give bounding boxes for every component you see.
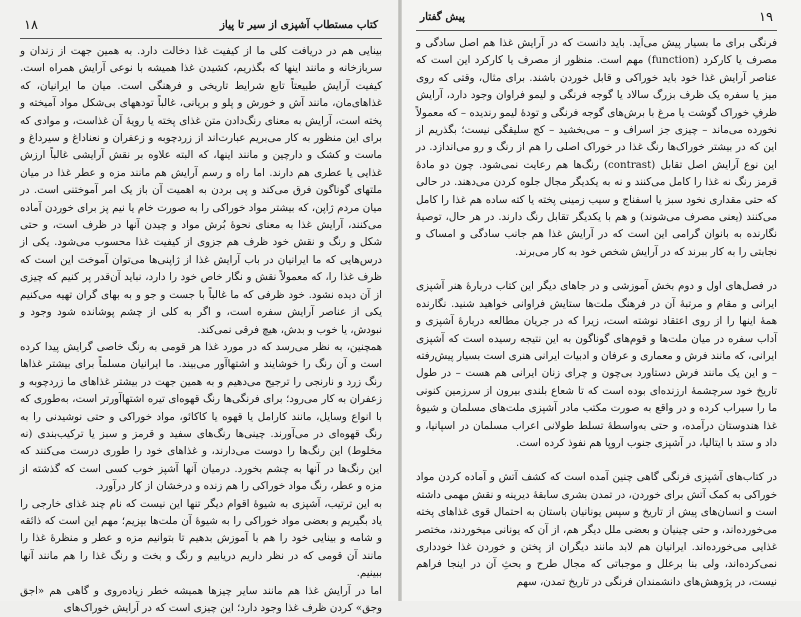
left-page <box>0 0 398 614</box>
left-page-body <box>20 43 382 617</box>
right-paragraph-1: فرنگی برای ما بسیار پیش می‌آید. باید دانست که در آرایش غذا هم اصل سادگی و مصرف یا کارکرد (function) مهم است. منظور از مصرف یا کارکرد این است که عناصر آرایش غذا خود باید خوراکی و قابل خوردن باشند. برای مثال، وقتی که روی میز یا سفره یک ظرف بزرگ سالاد یا گوجه فرنگی و لیمو فراوان وجود دارد، آرایش ظرفِ خوراک گوشت یا مرغ با برش‌های گوجه فرنگی و تودهٔ لیمو رندیده – که معمولاً نخورده می‌ماند – چیزی جز اسراف و – می‌بخشید – کج سلیقگی نیست؛ بگذریم از این که در بیشتر خوراک‌ها رنگ غذا در خوراک اصلی را هم از رنگ و رو می‌اندازد. در این نوع آرایش اصل تقابل (contrast) رنگ‌ها هم رعایت نمی‌شود. چون دو مادهٔ قرمز رنگ نه غذا را کامل می‌کنند و نه به یکدیگر مجال جلوه کردن می‌دهند. در حالی که حتی مقداری نخود سبز یا اسفناج و سیب زمینی پخته یا کته ساده هم غذا را کامل می‌کنند (یعنی مصرف می‌شوند) و هم با یکدیگر تقابل رنگ دارند. در هر حال، توصیهٔ نگارنده به بانوان گرامی این است که در آرایش غذا هم جانب سادگی و امساک و نجابتی را به کار ببرند که در آرایش شخص خود به کار می‌برند. <box>416 37 777 258</box>
left-paragraph-2: همچنین، به نظر می‌رسد که در مورد غذا هر قومی به رنگ خاصی گرایش پیدا کرده است و آن رنگ را خوشایند و اشتهاآور می‌بیند. ما ایرانیان مسلماً برای بیشتر غذاها رنگ زرد و نارنجی را ترجیح می‌دهیم و به همین جهت در بیشتر غذاهای ما زردچوبه و زعفران به کار می‌رود؛ برای فرنگی‌ها رنگ قهوه‌ای تیره اشتهاآورتر است، به‌طوری که با انواع وسایل، مانند کارامل یا قهوه یا کاکائو، مواد خوراکی و حتی نوشیدنی را به رنگ قهوه‌ای در می‌آورند. چینی‌ها رنگ‌های سفید و قرمز و سبز یا ترکیب‌بندی (نه مخلوط) این رنگ‌ها را دوست می‌دارند، و غذاهای خود را طوری درست می‌کنند که این رنگ‌ها در آنها به چشم بخورد. درمیان آنها آشپز خوب کسی است که گذشته از مزه و عطر، رنگ مواد خوراکی را هم زنده و درخشان از کار درآورد. <box>20 340 382 493</box>
right-paragraph-2: در فصل‌های اول و دوم بخش آموزشی و در جاهای دیگر این کتاب دربارهٔ هنر آشپزی ایرانی و مقام و مرتبهٔ آن در فرهنگ ملت‌ها ستایش فراوانی خواهید شنید. نگارنده همهٔ اینها را از روی اعتقاد نوشته است، زیرا که در جریان مطالعه دربارهٔ آشپزی و آداب سفره در میان ملت‌ها و قوم‌های گوناگون به این نتیجه رسیده است که آشپزی ایرانی، که مانند فرش و معماری و عرفان و ادبیات ایرانی هنری است بسیار پیش‌رفته – و این یک مانند فرش دستاورد بی‌چون و چرای زنان ایرانی هم هست – در طول تاریخ خود سرچشمهٔ ارزنده‌ای بوده است که تا شعاع بلندی بیرون از سرزمین کنونی ما را سیراب کرده و در واقع به صورت مکتب مادر آشپزی ملت‌های مسلمان و شیوهٔ غذا هندوستان درآمده، و حتی به‌واسطهٔ تسلط طولانی اعراب مسلمان در اسپانیا، و داد و ستد با ایتالیا، در آشپزی جنوب اروپا هم نفوذ کرده است. <box>416 280 777 449</box>
right-running-head-title: پیش گفتار <box>420 11 465 23</box>
right-running-header <box>416 8 777 31</box>
left-paragraph-4: اما در آرایش غذا هم مانند سایر چیزها همیشه خطر زیاده‌روی و گاهی هم «اجق وجق» کردن ظرف غذا وجود دارد؛ این چیزی است که در آرایش خوراک‌های <box>20 584 382 614</box>
right-paragraph-3: در کتاب‌های آشپزی فرنگی گاهی چنین آمده است که کشف آتش و آماده کردن مواد خوراکی به کمک آتش برای خوردن، در تمدن بشری سابقهٔ دیرینه و نقش مهمی داشته است و انسان‌های پیش از تاریخ و سپس یونانیان باستان به احتمال قوی غذا‌های پخته می‌خورده‌اند، و حتی چینیان و بعضی ملل دیگر هم، از آن که یونانی میخوردند، مختصر غذایی می‌خورده‌اند. ایرانیان هم لابد مانند دیگران از پختن و خوردن غذا خودداری نمی‌کرده‌اند، ولی بنا برعلل و موجباتی که مجال طرح و بحثِ آن در اینجا فراهم نیست، در پژوهش‌های دانشمندان فرنگی در تاریخ تمدن، سهم <box>416 471 777 588</box>
left-running-header <box>20 16 382 39</box>
left-page-number: ۱۸ <box>24 18 38 33</box>
right-page-body <box>416 35 777 591</box>
right-page-number: ۱۹ <box>759 10 773 25</box>
left-paragraph-1: بینایی هم در دریافت کلی ما از کیفیت غذا دخالت دارد. به همین جهت از زندان و سربازخانه و مانند اینها که بگذریم، کشیدن غذا همیشه با نوعی آرایش همراه است. کیفیت آرایش طبیعتاً تابع شرایط تاریخی و فرهنگی است. میان ما ایرانیان، که غذاهای‌مان، مانند آش و خورش و پلو و بریانی، غالباً تودههای بی‌شکل مواد آمیخته و پخته است، آرایش به معنای رنگ‌دادن متن غذای پخته یا رویهٔ آن غذاست، و موادی که برای این منظور به کار می‌بریم عبارت‌اند از زردچوبه و زعفران و نعناداغ و سیرداغ و ماست و کشک و دارچین و مانند اینها، که البته علاوه بر نقش آرایشی غالباً ارزش غذایی یا عطری هم دارند. اما راه و رسم آرایش هم مانند مزه و عطر غذا در میان ملتهای گوناگون فرق می‌کند و پی بردن به اهمیت آن باز یک امر آموختنی است. در میان مردم ژاپن، که بیشتر مواد خوراکی را به صورت خام یا نیم پز برای خوردن آماده می‌کنند، آرایش غذا به معنای نحوهٔ بُرش مواد و چیدن آنها در ظرف است، و حتی شکل و رنگ و نقش خود ظرف هم جزوی از کیفیت غذا محسوب می‌شود. یکی از درس‌هایی که ما ایرانیان در باب آرایش غذا از ژاپنی‌ها می‌توان آموخت این است که ظرف غذا را، که معمولاً نقش و نگار خاص خود را دارد، نباید آن‌قدر پر کنیم که چیزی از آن دیده نشود. خود ظرفی که ما غالباً با جست و جو و به بهای گران تهیه می‌کنیم یکی از عناصر آرایش سفره است، و اگر به کلی از چشم پوشانده شود وجود و نبودش، یا خوب و بدش، هیچ فرقی نمی‌کند. <box>20 45 382 336</box>
left-running-head-title: کتاب مستطاب آشپزی از سیر تا پیاز <box>219 19 378 31</box>
right-page <box>402 0 801 601</box>
left-paragraph-3: به این ترتیب، آشپزی به شیوهٔ اقوام دیگر تنها این نیست که نام چند غذای خارجی را یاد بگیریم و بعضی مواد خوراکی را به شیوهٔ آن ملت‌ها بپزیم؛ مهم این است که ذائقه و شامه و بینایی خود را هم با آموزش بدهیم تا بتوانیم مزه و عطر و منظرهٔ غذا را مانند آن قومی که در نظر داریم دریابیم و رنگ و بخت و رنگ غذا را هم مانند آنها ببینیم. <box>20 497 382 580</box>
